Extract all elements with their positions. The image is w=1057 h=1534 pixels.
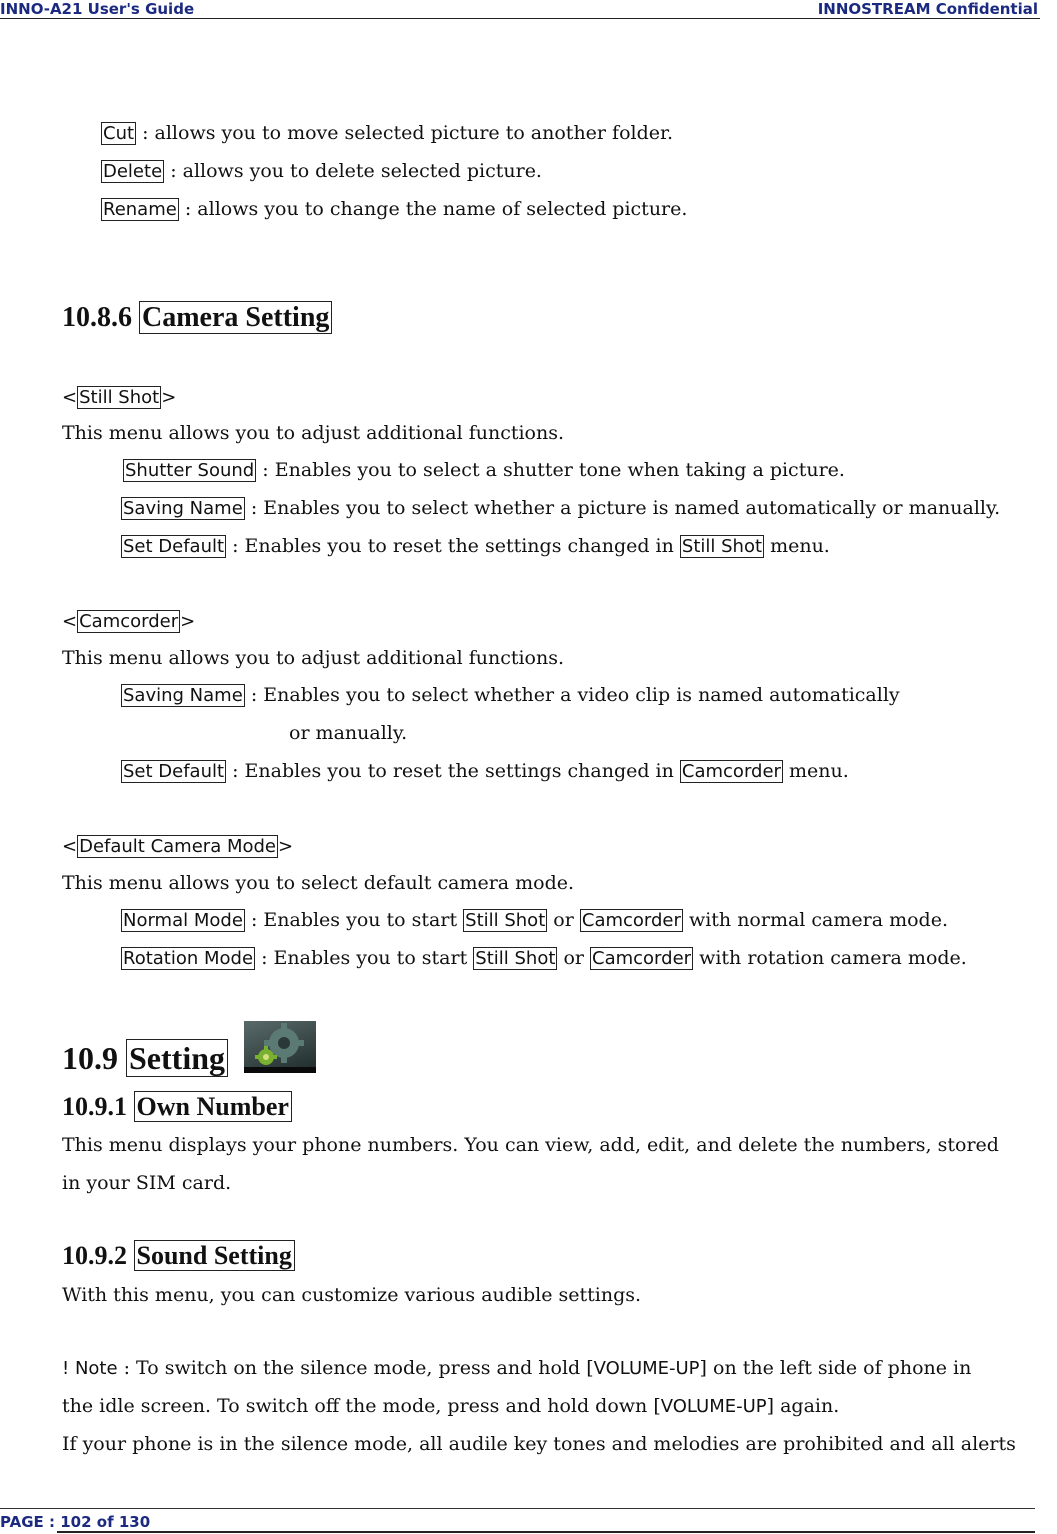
note-text: : To switch on the silence mode, press and hold [: [117, 1357, 594, 1379]
still-shot-intro: This menu allows you to adjust additional functions.: [62, 422, 565, 444]
note-label: ! Note: [62, 1358, 118, 1379]
saving-name-label: Saving Name: [123, 685, 243, 706]
sound-setting-p1: With this menu, you can customize various audible settings.: [62, 1284, 642, 1306]
volume-up-key: VOLUME-UP: [660, 1396, 767, 1417]
normal-mode-label: Normal Mode: [123, 910, 243, 931]
or-text: or: [557, 947, 591, 969]
normal-mode-end: with normal camera mode.: [682, 909, 948, 931]
set-default-label: Set Default: [123, 761, 225, 782]
header-doc-title: INNO-A21 User's Guide: [0, 0, 195, 18]
footer-divider: [0, 1508, 1035, 1509]
still-shot-label: Still Shot: [79, 387, 160, 408]
own-number-p2: in your SIM card.: [62, 1172, 232, 1194]
camcorder-label: Camcorder: [79, 611, 179, 632]
bracket-close: >: [161, 387, 177, 408]
heading-number: 10.9.1: [62, 1092, 134, 1121]
header-confidential: INNOSTREAM Confidential: [817, 0, 1038, 18]
item-delete: [101, 158, 542, 185]
default-mode-label: Default Camera Mode: [79, 836, 276, 857]
still-saving-name: [121, 495, 1000, 522]
bracket-close: >: [278, 836, 294, 857]
set-default-end: menu.: [764, 535, 830, 557]
bracket-open: <: [62, 836, 78, 857]
heading-title: Setting: [126, 1039, 228, 1077]
item-cut: [101, 120, 673, 147]
rename-text: : allows you to change the name of selected picture.: [178, 198, 688, 220]
bracket-open: <: [62, 387, 78, 408]
bracket-close: >: [180, 611, 196, 632]
note-line-1: [62, 1355, 971, 1382]
cut-text: : allows you to move selected picture to another folder.: [136, 122, 674, 144]
normal-mode-text: : Enables you to start: [244, 909, 464, 931]
heading-own-number: [62, 1092, 292, 1122]
still-shot-ref: Still Shot: [465, 910, 546, 931]
still-set-default: [121, 533, 830, 560]
set-default-label: Set Default: [123, 536, 225, 557]
gear-icon: [244, 1021, 316, 1073]
camcorder-intro: This menu allows you to adjust additional functions.: [62, 647, 565, 669]
heading-title: Camera Setting: [139, 301, 332, 334]
heading-title: Own Number: [134, 1091, 292, 1122]
default-mode-intro: This menu allows you to select default camera mode.: [62, 872, 575, 894]
saving-name-label: Saving Name: [123, 498, 243, 519]
shutter-sound-text: : Enables you to select a shutter tone when taking a picture.: [256, 459, 845, 481]
note-line-2: [62, 1393, 839, 1420]
camcorder-ref: Camcorder: [681, 761, 781, 782]
note-text: ] again.: [766, 1395, 840, 1417]
heading-number: 10.8.6: [62, 302, 139, 333]
camcorder-saving-cont: or manually.: [289, 722, 408, 744]
heading-camera-setting: [62, 302, 332, 334]
note-text: the idle screen. To switch off the mode, press and hold down [: [62, 1395, 661, 1417]
item-rename: [101, 196, 687, 223]
still-shutter-sound: [123, 457, 845, 484]
rotation-mode-text: : Enables you to start: [255, 947, 474, 969]
heading-sound-setting: [62, 1241, 295, 1271]
rotation-mode-label: Rotation Mode: [123, 948, 254, 969]
footer-underline: [57, 1531, 1035, 1533]
or-text: or: [547, 909, 580, 931]
volume-up-key: VOLUME-UP: [593, 1358, 700, 1379]
camcorder-heading: [62, 608, 195, 635]
page-number: PAGE : 102 of 130: [0, 1513, 151, 1531]
cut-label: Cut: [103, 123, 135, 144]
camcorder-set-default: [121, 758, 849, 785]
still-shot-heading: [62, 384, 176, 411]
heading-title: Sound Setting: [134, 1240, 295, 1271]
heading-number: 10.9: [62, 1040, 126, 1076]
saving-name-text: : Enables you to select whether a video clip is named automatically: [244, 684, 900, 706]
heading-number: 10.9.2: [62, 1241, 134, 1270]
note-text: ] on the left side of phone in: [699, 1357, 972, 1379]
delete-label: Delete: [103, 161, 163, 182]
rename-label: Rename: [103, 199, 177, 220]
default-mode-heading: [62, 833, 293, 860]
normal-mode-item: [121, 907, 948, 934]
rotation-mode-item: [121, 945, 967, 972]
saving-name-text: : Enables you to select whether a picture is named automatically or manually.: [244, 497, 1001, 519]
rotation-mode-end: with rotation camera mode.: [693, 947, 967, 969]
still-shot-ref: Still Shot: [475, 948, 556, 969]
camcorder-saving-name: [121, 682, 900, 709]
set-default-text: : Enables you to reset the settings changed in: [226, 760, 680, 782]
set-default-text: : Enables you to reset the settings changed in: [226, 535, 680, 557]
still-shot-ref: Still Shot: [681, 536, 763, 557]
delete-text: : allows you to delete selected picture.: [164, 160, 542, 182]
bracket-open: <: [62, 611, 78, 632]
set-default-end: menu.: [782, 760, 849, 782]
sound-setting-p3: If your phone is in the silence mode, all audile key tones and melodies are prohibited and all alerts: [62, 1433, 1016, 1455]
shutter-sound-label: Shutter Sound: [125, 460, 255, 481]
heading-setting: [62, 1040, 228, 1077]
camcorder-ref: Camcorder: [581, 910, 681, 931]
camcorder-ref: Camcorder: [592, 948, 692, 969]
own-number-p1: This menu displays your phone numbers. You can view, add, edit, and delete the numbers, stored: [62, 1134, 999, 1156]
page-header: [0, 0, 1040, 19]
